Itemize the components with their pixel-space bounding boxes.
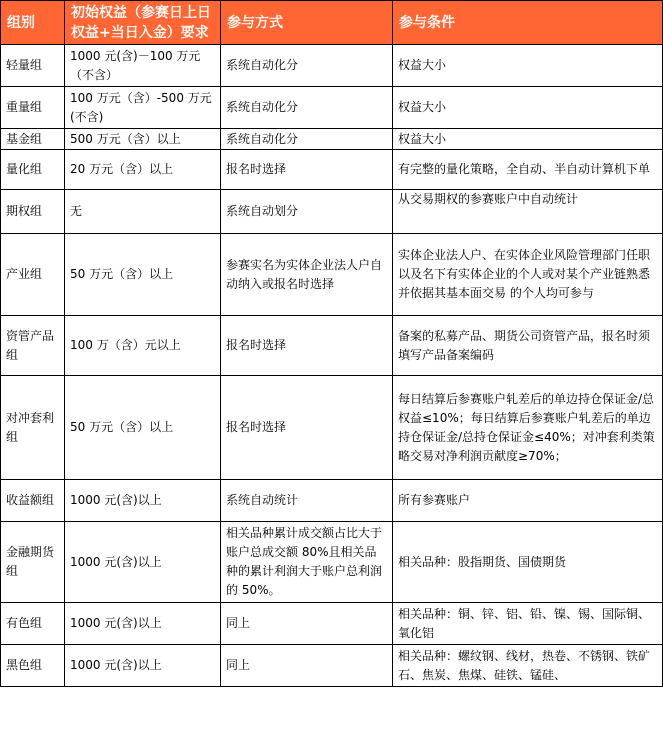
conditions-cell: 实体企业法人户、在实体企业风险管理部门任职以及名下有实体企业的个人或对某个产业链熟悉并依据其基本面交易 的个人均可参与 bbox=[393, 234, 663, 316]
table-row bbox=[1, 376, 663, 480]
equity-cell: 100 万元（含）-500 万元(不含) bbox=[65, 87, 221, 129]
method-cell: 系统自动统计 bbox=[221, 480, 393, 522]
conditions-cell: 每日结算后参赛账户轧差后的单边持仓保证金/总权益≤10%；每日结算后参赛账户轧差后的单边持仓保证金/总持仓保证金≤40%；对冲套利类策略交易对净利润贡献度≥70%； bbox=[393, 376, 663, 480]
equity-cell: 1000 元(含)－100 万元（不含） bbox=[65, 45, 221, 87]
header-participation-conditions: 参与条件 bbox=[393, 1, 663, 45]
equity-cell: 1000 元(含)以上 bbox=[65, 522, 221, 603]
conditions-cell: 权益大小 bbox=[393, 87, 663, 129]
table-row bbox=[1, 190, 663, 234]
method-cell: 报名时选择 bbox=[221, 150, 393, 190]
method-cell: 参赛实名为实体企业法人户自动纳入或报名时选择 bbox=[221, 234, 393, 316]
table-row bbox=[1, 316, 663, 376]
equity-cell: 无 bbox=[65, 190, 221, 234]
group-cell: 产业组 bbox=[1, 234, 65, 316]
equity-cell: 500 万元（含）以上 bbox=[65, 129, 221, 150]
conditions-cell: 有完整的量化策略，全自动、半自动计算机下单 bbox=[393, 150, 663, 190]
group-cell: 对冲套利组 bbox=[1, 376, 65, 480]
group-cell: 黑色组 bbox=[1, 645, 65, 687]
method-cell: 报名时选择 bbox=[221, 316, 393, 376]
method-cell: 系统自动化分 bbox=[221, 129, 393, 150]
table-row bbox=[1, 150, 663, 190]
table-row bbox=[1, 480, 663, 522]
method-cell: 系统自动化分 bbox=[221, 45, 393, 87]
group-cell: 资管产品组 bbox=[1, 316, 65, 376]
header-row bbox=[1, 1, 663, 45]
conditions-cell: 权益大小 bbox=[393, 45, 663, 87]
conditions-cell: 权益大小 bbox=[393, 129, 663, 150]
table-row bbox=[1, 603, 663, 645]
equity-cell: 100 万（含）元以上 bbox=[65, 316, 221, 376]
table-row bbox=[1, 645, 663, 687]
method-cell: 报名时选择 bbox=[221, 376, 393, 480]
conditions-cell: 所有参赛账户 bbox=[393, 480, 663, 522]
group-cell: 有色组 bbox=[1, 603, 65, 645]
equity-cell: 1000 元(含)以上 bbox=[65, 645, 221, 687]
header-participation-method: 参与方式 bbox=[221, 1, 393, 45]
group-cell: 收益额组 bbox=[1, 480, 65, 522]
header-equity-requirement: 初始权益（参赛日上日权益+当日入金）要求 bbox=[65, 1, 221, 45]
conditions-cell: 相关品种：铜、锌、铝、铅、镍、锡、国际铜、氧化铝 bbox=[393, 603, 663, 645]
table-row bbox=[1, 87, 663, 129]
group-cell: 基金组 bbox=[1, 129, 65, 150]
group-cell: 重量组 bbox=[1, 87, 65, 129]
conditions-cell: 相关品种：股指期货、国债期货 bbox=[393, 522, 663, 603]
method-cell: 系统自动化分 bbox=[221, 87, 393, 129]
equity-cell: 1000 元(含)以上 bbox=[65, 603, 221, 645]
table-row bbox=[1, 129, 663, 150]
group-cell: 轻量组 bbox=[1, 45, 65, 87]
conditions-cell: 相关品种：螺纹钢、线材，热卷、不锈钢、铁矿石、焦炭、焦煤、硅铁、锰硅、 bbox=[393, 645, 663, 687]
table-row bbox=[1, 45, 663, 87]
group-cell: 金融期货组 bbox=[1, 522, 65, 603]
method-cell: 同上 bbox=[221, 645, 393, 687]
equity-cell: 20 万元（含）以上 bbox=[65, 150, 221, 190]
group-cell: 期权组 bbox=[1, 190, 65, 234]
method-cell: 同上 bbox=[221, 603, 393, 645]
conditions-cell: 备案的私募产品、期货公司资管产品，报名时须填写产品备案编码 bbox=[393, 316, 663, 376]
equity-cell: 50 万元（含）以上 bbox=[65, 376, 221, 480]
header-group: 组别 bbox=[1, 1, 65, 45]
table-row bbox=[1, 522, 663, 603]
group-cell: 量化组 bbox=[1, 150, 65, 190]
equity-cell: 50 万元（含）以上 bbox=[65, 234, 221, 316]
method-cell: 相关品种累计成交额占比大于账户总成交额 80%且相关品种的累计利润大于账户总利润的 50%。 bbox=[221, 522, 393, 603]
equity-cell: 1000 元(含)以上 bbox=[65, 480, 221, 522]
method-cell: 系统自动划分 bbox=[221, 190, 393, 234]
conditions-cell: 从交易期权的参赛账户中自动统计 bbox=[393, 190, 663, 234]
table-row bbox=[1, 234, 663, 316]
